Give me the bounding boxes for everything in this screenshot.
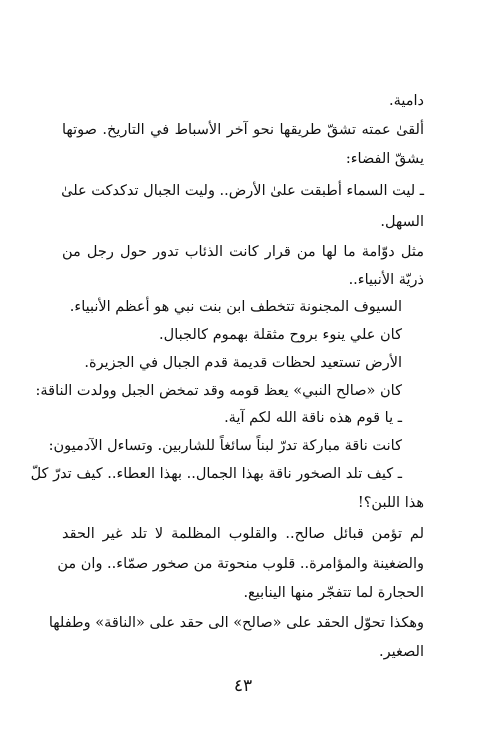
text-line-20: الصغير.	[378, 644, 424, 660]
text-line-15: هذا اللبن؟!	[357, 495, 424, 511]
text-line-4: ـ ليت السماء أطبقت علىٰ الأرض.. وليت الجبال تدكدكت علىٰ	[61, 183, 424, 199]
text-line-17: والضغينة والمؤامرة.. قلوب منحوتة من صخور صمّاء.. وان من	[57, 556, 424, 572]
text-line-2: ألقىٰ عمته تشقّ طريقها نحو آخر الأسباط في التاريخ. صوتها	[62, 122, 424, 138]
page-number: ٤٣	[233, 676, 253, 696]
text-line-3: يشقّ الفضاء:	[345, 151, 424, 167]
text-line-7: ذريّة الأنبياء..	[348, 272, 424, 288]
text-line-16: لم تؤمن قبائل صالح.. والقلوب المظلمة لا تلد غير الحقد	[62, 526, 424, 542]
text-line-11: كان «صالح النبي» يعظ قومه وقد تمخض الجبل وولدت الناقة:	[35, 383, 402, 399]
text-line-10: الأرض تستعيد لحظات قديمة قدم الجبال في الجزيرة.	[84, 355, 402, 371]
text-line-18: الحجارة لما تتفجّر منها الينابيع.	[243, 585, 424, 601]
text-line-5: السهل.	[380, 214, 424, 230]
text-line-13: كانت ناقة مباركة تدرّ لبناً سائغاً للشاربين. وتساءل الآدميون:	[48, 438, 402, 454]
text-line-12: ـ يا قوم هذه ناقة الله لكم آية.	[224, 410, 402, 426]
text-line-6: مثل دوّامة ما لها من قرار كانت الذئاب تدور حول رجل من	[62, 244, 424, 260]
text-line-14: ـ كيف تلد الصخور ناقة بهذا الجمال.. بهذا العطاء.. كيف تدرّ كلّ	[30, 466, 402, 482]
text-line-19: وهكذا تحوّل الحقد على «صالح» الى حقد على «الناقة» وطفلها	[48, 615, 424, 631]
text-line-9: كان علي ينوء بروح مثقلة بهموم كالجبال.	[159, 327, 402, 343]
text-line-1: دامية.	[388, 93, 424, 109]
text-line-8: السيوف المجنونة تتخطف ابن بنت نبي هو أعظم الأنبياء.	[69, 299, 402, 315]
